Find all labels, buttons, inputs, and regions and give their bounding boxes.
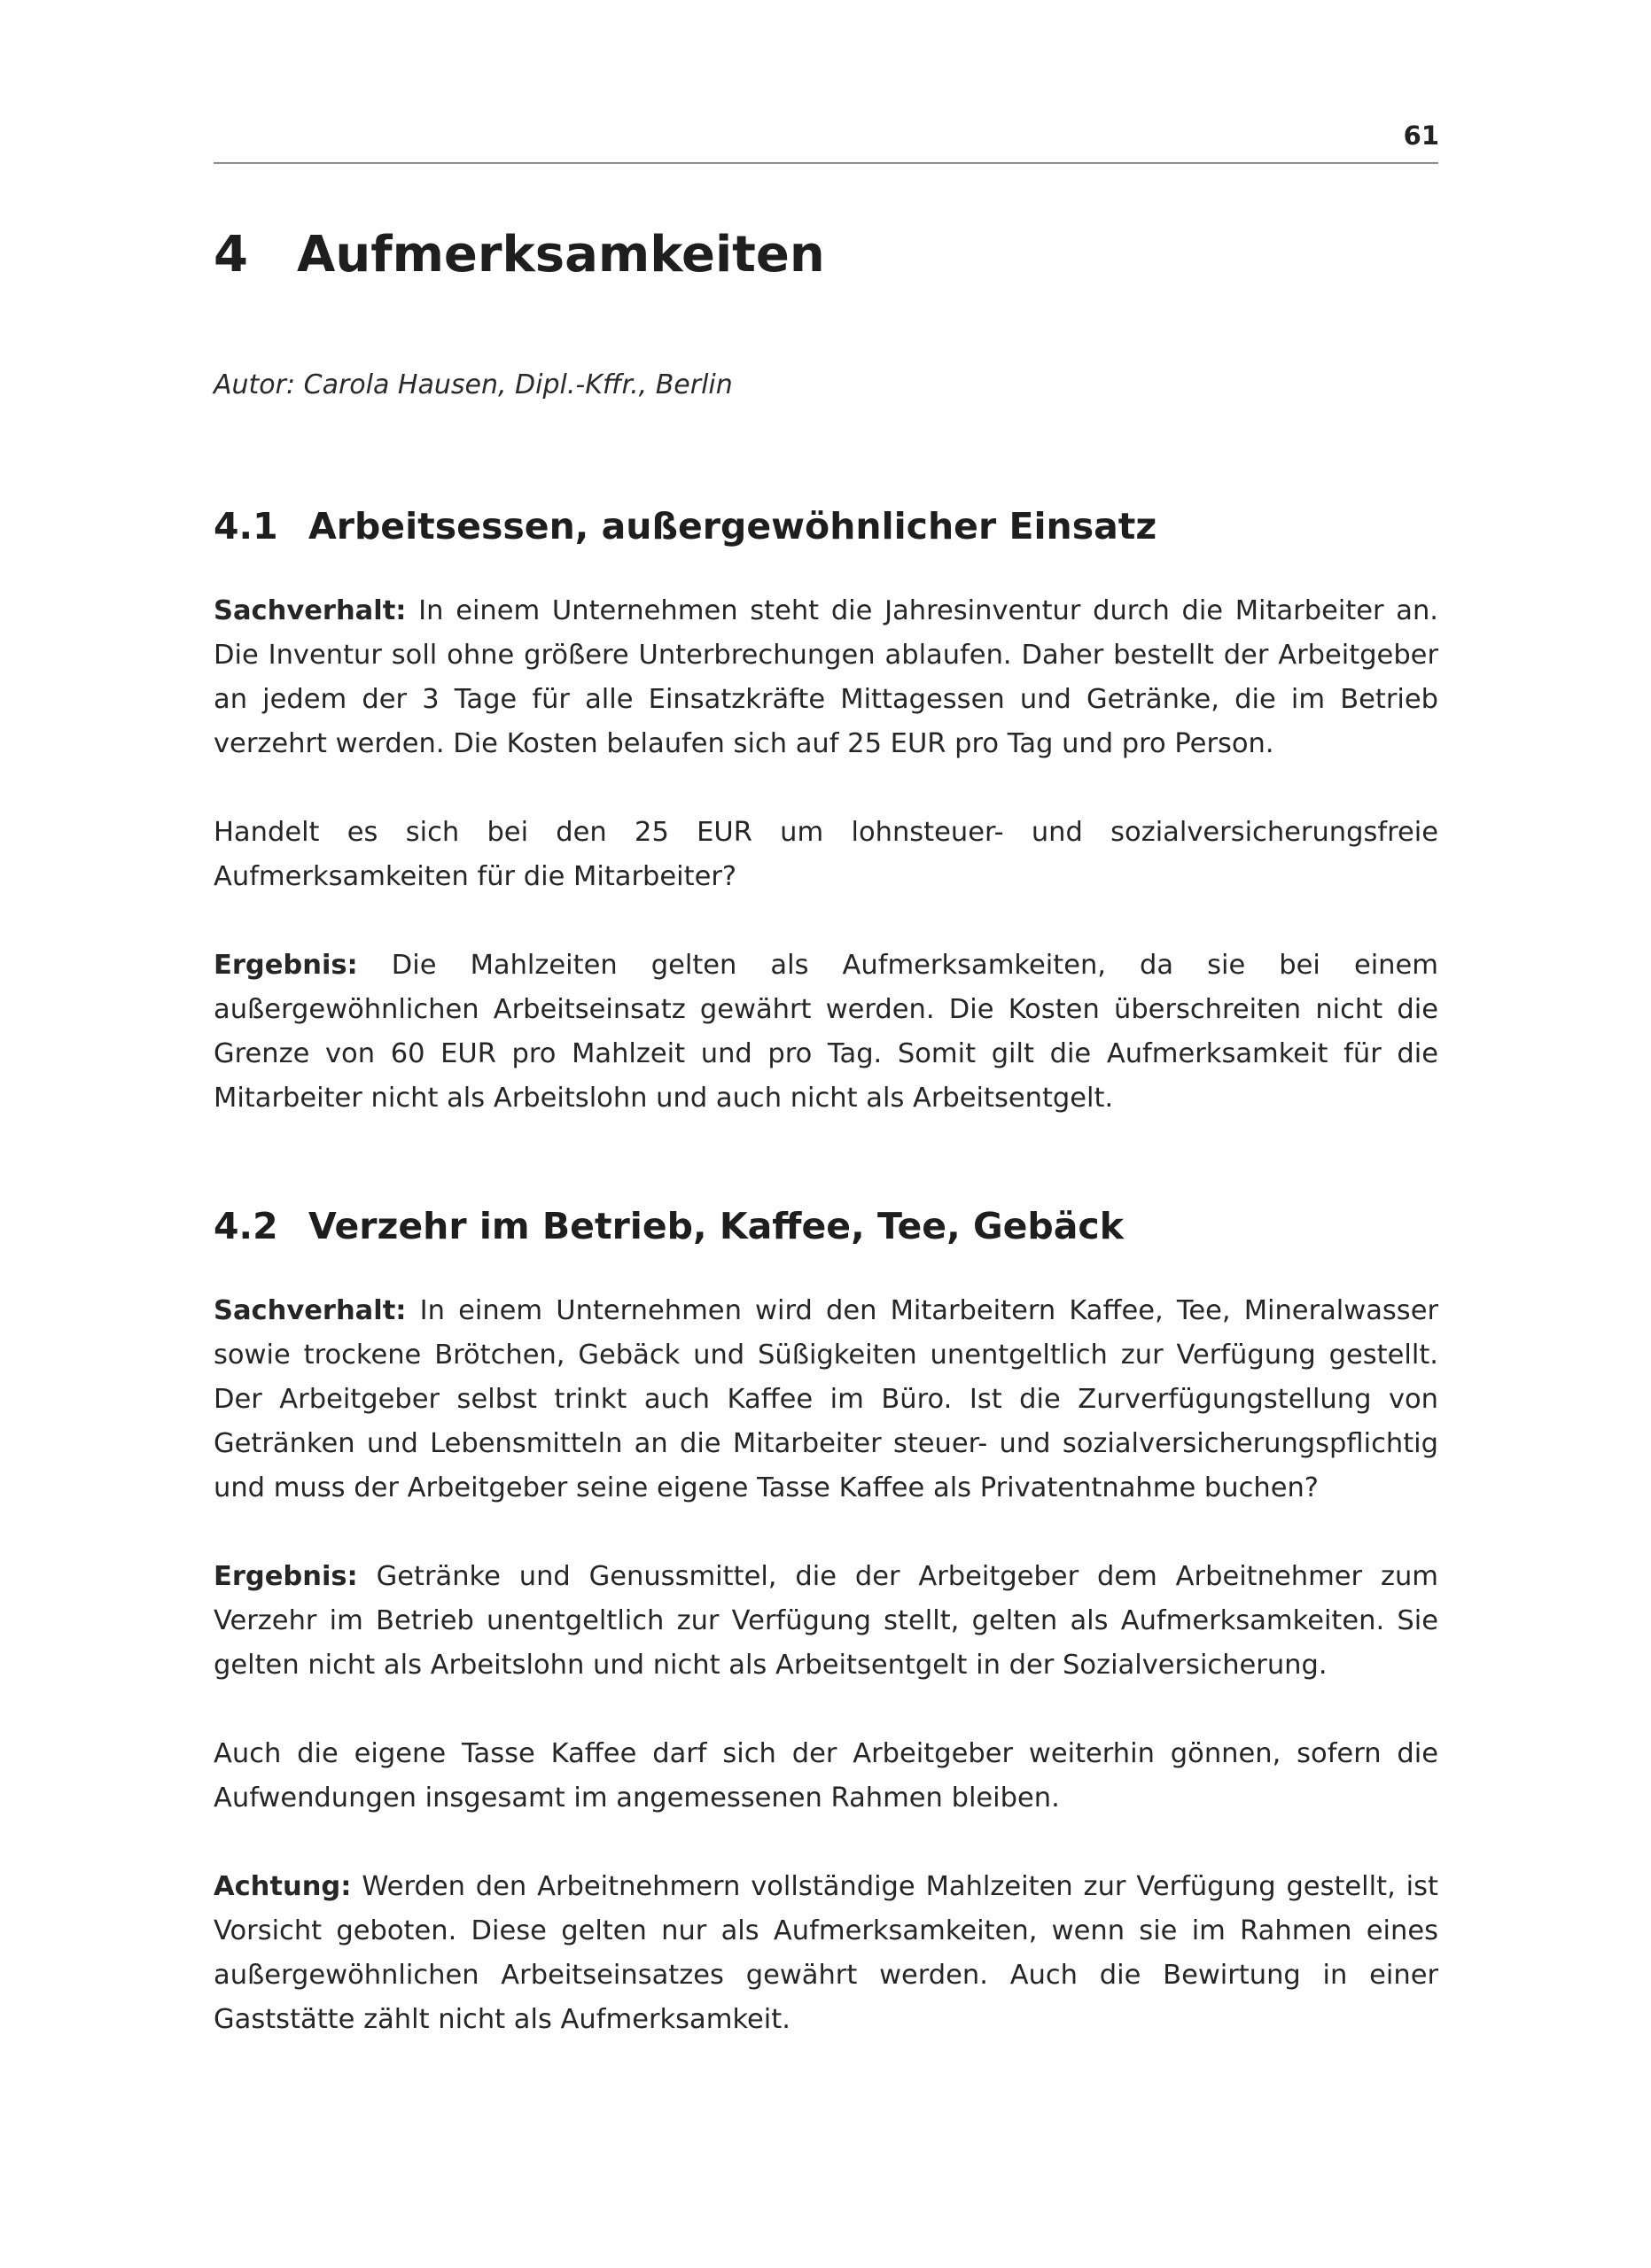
paragraph-text: In einem Unternehmen steht die Jahresinventur durch die Mitarbeiter an. Die Inventur soll ohne größere Unterbrechungen ablaufen. Daher bestellt der Arbeitgeber an jedem der 3 Tage für alle Einsatzkräfte Mittagessen und Getränke, die im Betrieb verzehrt werden. Die Kosten belaufen sich auf 25 EUR pro Tag und pro Person.	[214, 595, 1438, 759]
header-rule	[214, 162, 1438, 164]
paragraph-achtung	[214, 1865, 1438, 2042]
paragraph-lead: Sachverhalt:	[214, 595, 407, 626]
page-content	[214, 220, 1438, 2042]
paragraph-text: Handelt es sich bei den 25 EUR um lohnsteuer- und sozialversicherungsfreie Aufmerksamkeiten für die Mitarbeiter?	[214, 817, 1438, 892]
page-number: 61	[1403, 120, 1439, 151]
paragraph-ergebnis	[214, 944, 1438, 1121]
section-number: 4.2	[214, 1205, 278, 1247]
chapter-number: 4	[214, 226, 248, 284]
paragraph-text: In einem Unternehmen wird den Mitarbeitern Kaffee, Tee, Mineralwasser sowie trockene Brötchen, Gebäck und Süßigkeiten unentgeltlich zur Verfügung gestellt. Der Arbeitgeber selbst trinkt auch Kaffee im Büro. Ist die Zurverfügungstellung von Getränken und Lebensmitteln an die Mitarbeiter steuer- und sozialversicherungspflichtig und muss der Arbeitgeber seine eigene Tasse Kaffee als Privatentnahme buchen?	[214, 1295, 1438, 1503]
chapter-title-text: Aufmerksamkeiten	[297, 226, 825, 284]
paragraph-text: Getränke und Genussmittel, die der Arbeitgeber dem Arbeitnehmer zum Verzehr im Betrieb unentgeltlich zur Verfügung stellt, gelten als Aufmerksamkeiten. Sie gelten nicht als Arbeitslohn und nicht als Arbeitsentgelt in der Sozialversicherung.	[214, 1561, 1438, 1681]
section-number: 4.1	[214, 505, 278, 548]
section-title-4-2	[214, 1200, 1438, 1253]
section-title-text: Arbeitsessen, außergewöhnlicher Einsatz	[308, 505, 1157, 548]
paragraph-lead: Sachverhalt:	[214, 1295, 407, 1326]
paragraph-text: Auch die eigene Tasse Kaffee darf sich der Arbeitgeber weiterhin gönnen, sofern die Aufwendungen insgesamt im angemessenen Rahmen bleiben.	[214, 1738, 1438, 1814]
section-title-4-1	[214, 500, 1438, 553]
paragraph-text: Werden den Arbeitnehmern vollständige Mahlzeiten zur Verfügung gestellt, ist Vorsicht geboten. Diese gelten nur als Aufmerksamkeiten, wenn sie im Rahmen eines außergewöhnlichen Arbeitseinsatzes gewährt werden. Auch die Bewirtung in einer Gaststätte zählt nicht als Aufmerksamkeit.	[214, 1871, 1438, 2035]
paragraph-lead: Ergebnis:	[214, 950, 358, 981]
paragraph-note	[214, 1732, 1438, 1821]
paragraph-sachverhalt	[214, 589, 1438, 766]
chapter-title	[214, 220, 1438, 291]
paragraph-lead: Ergebnis:	[214, 1561, 358, 1592]
paragraph-question	[214, 811, 1438, 899]
author-line: Autor: Carola Hausen, Dipl.-Kffr., Berlin	[214, 369, 733, 400]
section-title-text: Verzehr im Betrieb, Kaffee, Tee, Gebäck	[308, 1205, 1124, 1247]
paragraph-sachverhalt	[214, 1289, 1438, 1511]
paragraph-lead: Achtung:	[214, 1871, 352, 1902]
paragraph-text: Die Mahlzeiten gelten als Aufmerksamkeiten, da sie bei einem außergewöhnlichen Arbeitseinsatz gewährt werden. Die Kosten überschreiten nicht die Grenze von 60 EUR pro Mahlzeit und pro Tag. Somit gilt die Aufmerksamkeit für die Mitarbeiter nicht als Arbeitslohn und auch nicht als Arbeitsentgelt.	[214, 950, 1438, 1114]
paragraph-ergebnis	[214, 1555, 1438, 1688]
